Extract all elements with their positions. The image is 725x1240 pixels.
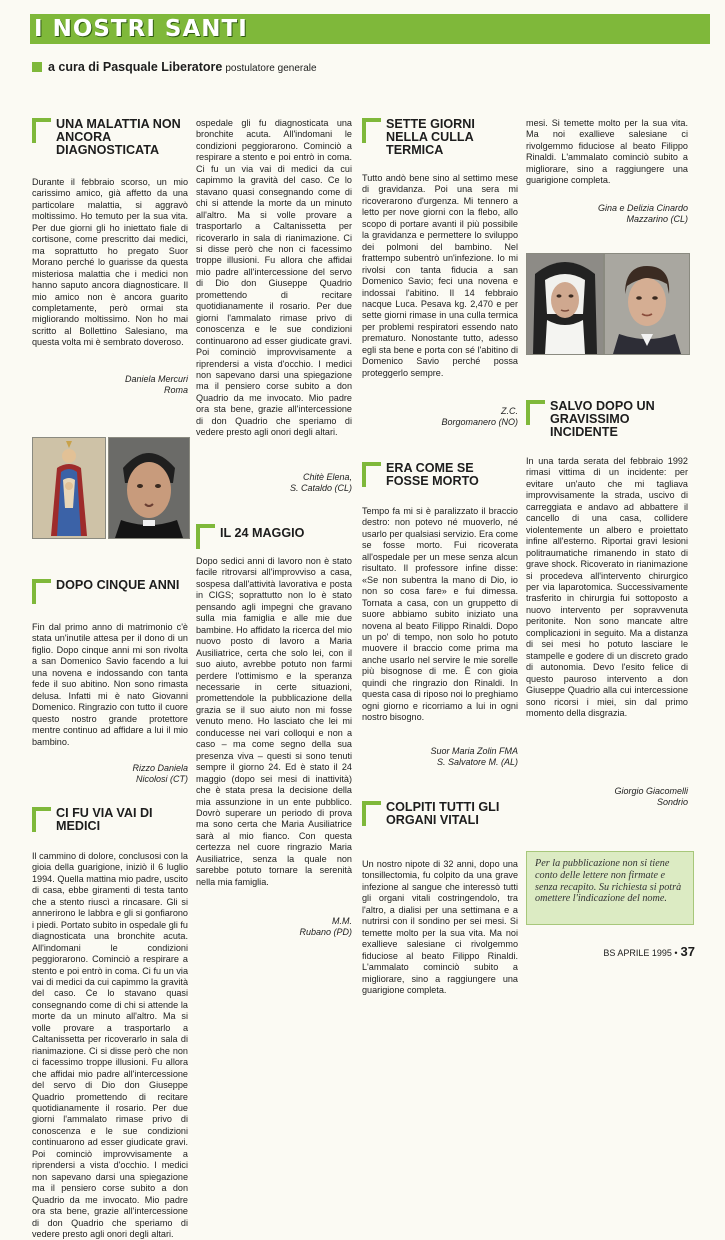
signature-place: S. Cataldo (CL) [289,483,352,494]
article-heading [362,462,518,488]
section-title: I NOSTRI SANTI [34,16,248,42]
article-heading [362,118,518,157]
article-title: ERA COME SE FOSSE MORTO [386,461,479,488]
article-heading [196,524,352,540]
article-signature [196,472,352,495]
article-heading [32,579,188,592]
page-number: 37 [680,944,695,959]
heading-bracket-icon [32,807,51,832]
signature-place: Nicolosi (CT) [135,774,188,785]
article-body-continued: mesi. Si temette molto per la sua vita. Ma noi exallieve salesiane ci rivolgemmo fiduciose al beato Filippo Rinaldi. L'ammalato cominciò subito a migliorare, sino a raggiungere una guarigione completa. [526,118,688,186]
article-heading [526,400,688,439]
article-body-continued: ospedale gli fu diagnosticata una bronchite acuta. All'indomani le condizioni peggiorarono. Cominciò a respirare a stento e poi entrò in coma. Ci fu un via vai di medici da cui capimmo la gravità del caso. Ce lo stavano quasi consegnando come di chi si attende la morte da un minuto all'altro. Ma si volle provare a trasportarlo a Caltanissetta per ricoverarlo in sala di rianimazione. Ci si disse però che non ci facessimo troppe illusioni. Fu allora che affidai mio padre all'intercessione del servo di Dio don Giuseppe Quadrio promettendo di recitare quotidianamente il rosario. Per due giorni l'ammalato rimase privo di conoscenza e le sue condizioni continuarono ad esser giudicate gravi. Poi cominciò improvvisamente a riprendersi a vista d'occhio. I medici non sapevano darsi una spiegazione ma il pensiero corse subito a don Quadrio da me invocato. Mio padre ora sta bene, grazie all'intercessione di don Quadrio che speriamo di vedere presto agli onori degli altari. [196,118,352,438]
article-signature [526,203,688,226]
heading-bracket-icon [196,524,215,549]
signature-place: Mazzarino (CL) [626,214,688,225]
issue-label: BS APRILE 1995 • [603,948,678,958]
signature-place: S. Salvatore M. (AL) [436,757,518,768]
curator-line [32,60,317,74]
heading-bracket-icon [526,400,545,425]
article-title: COLPITI TUTTI GLI ORGANI VITALI [386,800,500,827]
article-body-part1: Il cammino di dolore, conclusosi con la gioia della guarigione, iniziò il 6 luglio 1994. Quella mattina mio padre, uscito di casa, ebbe giramenti di testa tanto che a stento riuscì a rincasare. Gli si annerirono le labbra e gli si gonfiarono i piedi. Portato subito in ospedale gli fu diagnosticata una bronchite acuta. All'indomani le condizioni peggiorarono. Cominciò a respirare a stento e poi entrò in coma. Ci fu un via vai di medici da cui capimmo la gravità del caso. Ce lo stavano quasi consegnando come di chi si attende la morte da un minuto all'altro. Ma si volle provare a trasportarlo a Caltanissetta per ricoverarlo in sala di rianimazione. Ci si disse però che non ci facessimo troppe illusioni. Fu allora che affidai mio padre all'intercessione del servo di Dio don Giuseppe Quadrio promettendo di recitare quotidianamente il rosario. Per due giorni l'ammalato rimase privo di conoscenza e le sue condizioni continuarono ad esser giudicate gravi. Poi cominciò improvvisamente a riprendersi a vista d'occhio. I medici non sapevano darsi una spiegazione ma il pensiero corse subito a don Quadrio da me invocato. Mio padre ora sta bene, grazie all'intercessione di don Quadrio che speriamo di vedere presto agli onori degli altari. [32,851,188,1239]
curator-role: postulatore generale [225,63,317,74]
signature-place: Roma [163,385,188,396]
signature-name: Z.C. [501,406,518,416]
signature-name: Suor Maria Zolin FMA [430,746,518,756]
heading-bracket-icon [362,801,381,826]
article-heading [32,807,188,833]
madonna-statue-icon [32,437,106,539]
signature-place: Sondrio [656,797,688,808]
article-signature [32,374,188,397]
article-signature [362,406,518,429]
page-footer [603,944,695,959]
article-heading [362,801,518,827]
article-title: SETTE GIORNI NELLA CULLA TERMICA [386,117,475,157]
heading-bracket-icon [32,579,51,604]
article-body: Fin dal primo anno di matrimonio c'è stata un'inutile attesa per il dono di un figlio. Dopo cinque anni mi son rivolta a san Domenico Savio facendo a lui una novena e indossando con tanta fede il suo abitino. Non sono rimasta delusa. Infatti mi è nato Giovanni Domenico. Ringrazio con tutto il cuore questo nostro grande protettore mentre continuo ad affidare a lui il mio bambino. [32,622,188,747]
article-body: Tempo fa mi si è paralizzato il braccio destro: non potevo né muoverlo, né usarlo per qualsiasi servizio. Era come se fosse morto. Fui ricoverata all'ospedale per un mese senza alcun risultato. Il professore infine disse: «Se non subentra la mano di Dio, io non so cosa fare» e fui dimessa. Tornata a casa, con un gruppetto di suore abbiamo subito iniziato una novena al beato Filippo Rinaldi. Dopo un po' di tempo, non solo ho potuto muovere il braccio come prima ma anche usarlo nel servire le mie sorelle più bisognose di me. È con gioia quindi che ringrazio don Rinaldi. In questa casa di riposo noi lo preghiamo ogni giorno e ricorriamo a lui in ogni nostro bisogno. [362,506,518,723]
article-body: Dopo sedici anni di lavoro non è stato facile ritrovarsi all'improvviso a casa, sospesa dall'attività lavorativa e posta in CIGS; soprattutto non lo è stato pensando agli impegni che gravano sulla mia famiglia e alle mie due bambine. Ho affidato la ricerca del mio nuovo posto di lavoro a Maria Ausiliatrice, certa che solo lei, con il suo aiuto, avrebbe potuto non farmi perdere l'ottimismo e la speranza necessarie in certe situazioni, promettendole la pubblicazione della grazia se il suo aiuto non mi fosse venuto meno. Ho lasciato che lei mi conducesse nei vari colloqui e non a caso – ma come segno della sua presenza viva – questi si sono tenuti sempre il giorno 24. Ed è stato il 24 maggio (dopo sei mesi di inattività) che è stata presa la decisione della mia assunzione in un ente pubblico. Dovrò superare un periodo di prova ma sono certa che Maria Ausiliatrice sarà al mio fianco. Con questa certezza nel cuore ringrazio Maria Ausiliatrice, senza la quale non sarebbe potuto tornare la serenità nella mia famiglia. [196,556,352,887]
article-title: SALVO DOPO UN GRAVISSIMO INCIDENTE [550,399,655,439]
article-body: Durante il febbraio scorso, un mio carissimo amico, già affetto da una particolare malattia, si aggravò moltissimo. Ho temuto per la sua vita. Per due giorni gli ho iniettato fiale di cortisone, come prescritto dai medici, ma soprattutto ho pregato Suor Morano perché lo guarisse da questa misteriosa malattia che i medici non hanno saputo ancora diagnosticare. Il mio amico non è ancora guarito completamente, però ormai sta migliorando moltissimo. Non ho mai scritto al Bollettino Salesiano, ma questa volta mi è sembrato doveroso. [32,177,188,348]
green-square-icon [32,62,42,72]
article-signature [362,746,518,769]
heading-bracket-icon [362,118,381,143]
article-signature [526,786,688,809]
article-title: IL 24 MAGGIO [220,526,305,540]
article-body: Tutto andò bene sino al settimo mese di gravidanza. Poi una sera mi ricoverarono d'urgenza. Mi tennero a letto per nove giorni con la flebo, allo scopo di portare avanti il più possibile la gravidanza e permettere lo sviluppo dei polmoni del bambino. Nel frattempo subentrò un'infezione. Io mi rivolsi con tanta fiducia a san Domenico Savio; feci una novena e indossai l'abitino. Il 14 febbraio nacque Luca. Pesava kg. 2,470 e per sette giorni rimase in una culla termica per problemi respiratori essendo nato prematuro. Nonostante tutto, adesso egli sta bene e porta con sé l'abitino di Domenico Savio perché possa proteggerlo sempre. [362,173,518,378]
publication-notice: Per la pubblicazione non si tiene conto delle lettere non firmate e senza recapito. Su richiesta si potrà omettere l'indicazione del nome. [526,851,694,925]
signature-place: Rubano (PD) [299,927,352,938]
heading-bracket-icon [32,118,51,143]
signature-name: Giorgio Giacomelli [614,786,688,796]
article-body: In una tarda serata del febbraio 1992 rimasi vittima di un incidente: per evitare un'auto che mi tagliava improvvisamente la strada, uscivo di carreggiata e andavo ad abbattere il cancello di una casa, collidere violentemente un albero e proiettato infine all'esterno. Riportai gravi lesioni politraumatiche rimanendo in stato di grave shock. Ricoverato in rianimazione si procedeva all'intervento chirurgico per via laparotomica. Successivamente trasferito in chirurgia fui sottoposto a nuovo intervento per sopravvenuta peritonite. Non sono mancate altre complicazioni in seguito. Ma a distanza di sei mesi ho potuto lasciare le stampelle e godere di un discreto grado di autonomia. Devo l'esito felice di questo pauroso intervento a don Giuseppe Quadrio alla cui intercessione sono ricorsi i miei, sin dal primo momento della disgrazia. [526,456,688,718]
signature-name: M.M. [332,916,352,926]
signature-name: Rizzo Daniela [132,763,188,773]
nun-portrait-icon [526,253,604,355]
young-man-portrait-icon [604,253,690,355]
signature-name: Gina e Delizia Cinardo [597,203,688,213]
article-signature [32,763,188,786]
article-title: DOPO CINQUE ANNI [56,578,180,592]
signature-name: Daniela Mercuri [124,374,188,384]
signature-name: Chitè Elena, [302,472,352,482]
article-title: UNA MALATTIA NON ANCORA DIAGNOSTICATA [56,117,181,157]
don-bosco-portrait-icon [108,437,190,539]
article-body-part1: Un nostro nipote di 32 anni, dopo una tonsillectomia, fu colpito da una grave infezione al sangue che interessò tutti gli organi vitali costringendolo, tra l'altro, a dialisi per una settimana e a nutrirsi con il sondino per sei mesi. Si temette molto per la sua vita. Ma noi exallieve salesiane ci rivolgemmo fiduciose al beato Filippo Rinaldi. L'ammalato cominciò subito a migliorare, sino a raggiungere una guarigione completa. [362,859,518,995]
article-signature [196,916,352,939]
heading-bracket-icon [362,462,381,487]
curator-name: a cura di Pasquale Liberatore [48,60,223,74]
article-title: CI FU VIA VAI DI MEDICI [56,806,153,833]
article-heading [32,118,188,157]
signature-place: Borgomanero (NO) [441,417,518,428]
